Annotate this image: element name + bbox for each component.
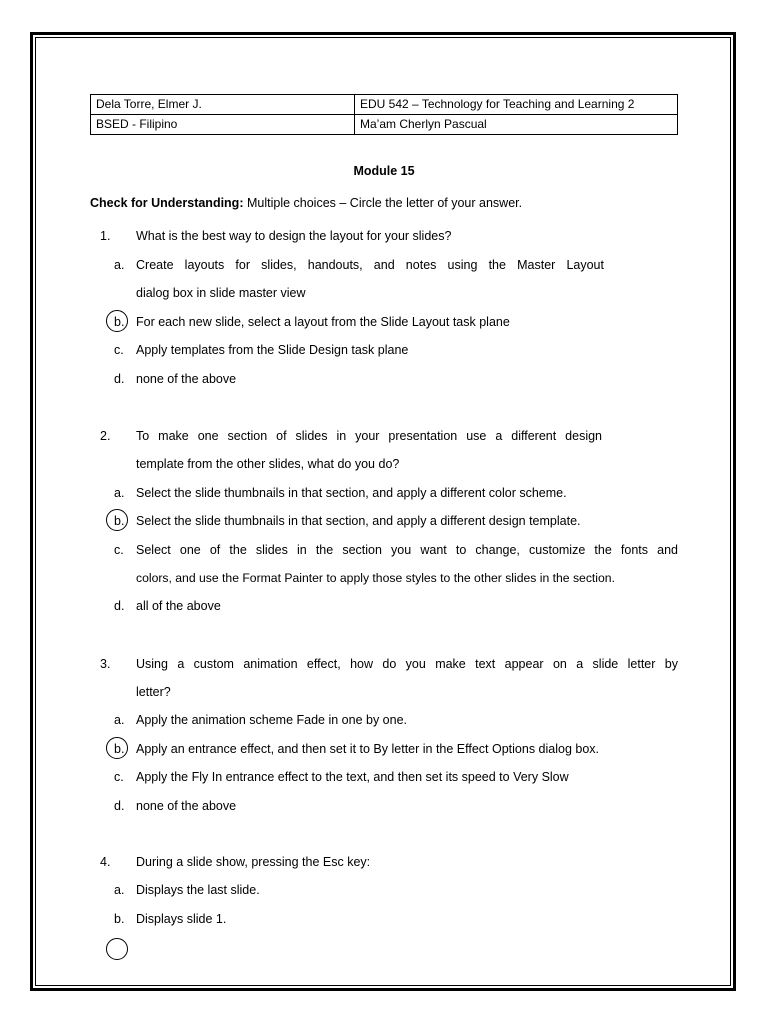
choice-text: all of the above xyxy=(136,599,221,613)
choice-text: Apply the animation scheme Fade in one by one. xyxy=(136,713,408,727)
question-number: 2. xyxy=(100,429,111,443)
choice-letter: d. xyxy=(114,599,125,613)
choice-text: none of the above xyxy=(136,799,237,813)
choice-text: For each new slide, select a layout from the Slide Layout task plane xyxy=(136,315,510,329)
choice-text: Displays the last slide. xyxy=(136,883,260,897)
choice-text: Select one of the slides in the section you want to change, customize the fonts and xyxy=(136,543,678,557)
choice-text: Create layouts for slides, handouts, and notes using the Master Layout xyxy=(136,258,604,272)
instructor-name: Ma’am Cherlyn Pascual xyxy=(355,115,678,135)
choice-text: Select the slide thumbnails in that section, and apply a different color scheme. xyxy=(136,486,567,500)
choice-letter: c. xyxy=(114,543,124,557)
choice-letter: b. xyxy=(114,742,125,756)
choice-letter: a. xyxy=(114,713,125,727)
choice-letter: b. xyxy=(114,912,125,926)
instructions-text: Multiple choices – Circle the letter of your answer. xyxy=(243,196,523,210)
question-number: 1. xyxy=(100,229,111,243)
question-text: What is the best way to design the layout for your slides? xyxy=(136,229,452,243)
question-text: template from the other slides, what do you do? xyxy=(136,457,400,471)
choice-letter: b. xyxy=(114,315,125,329)
question-number: 3. xyxy=(100,657,111,671)
choice-text: Apply the Fly In entrance effect to the text, and then set its speed to Very Slow xyxy=(136,770,569,784)
instructions xyxy=(90,196,522,210)
question-text: During a slide show, pressing the Esc key: xyxy=(136,855,371,869)
choice-text: Apply templates from the Slide Design task plane xyxy=(136,343,409,357)
header-table xyxy=(90,94,678,135)
choice-letter: a. xyxy=(114,486,125,500)
header-row-2 xyxy=(91,115,678,135)
answer-circle xyxy=(106,938,128,960)
choice-text: Apply an entrance effect, and then set it to By letter in the Effect Options dialog box. xyxy=(136,742,600,756)
choice-text: none of the above xyxy=(136,372,237,386)
choice-letter: a. xyxy=(114,883,125,897)
choice-letter: b. xyxy=(114,514,125,528)
choice-text: colors, and use the Format Painter to apply those styles to the other slides in the section. xyxy=(136,571,615,585)
question-text: Using a custom animation effect, how do you make text appear on a slide letter by xyxy=(136,657,678,671)
course-title: EDU 542 – Technology for Teaching and Learning 2 xyxy=(355,95,678,115)
instructions-label: Check for Understanding: xyxy=(90,196,244,210)
header-row-1 xyxy=(91,95,678,115)
choice-letter: a. xyxy=(114,258,125,272)
question-number: 4. xyxy=(100,855,111,869)
student-name: Dela Torre, Elmer J. xyxy=(91,95,355,115)
module-title: Module 15 xyxy=(353,164,415,178)
choice-letter: c. xyxy=(114,343,124,357)
choice-letter: d. xyxy=(114,372,125,386)
question-text: letter? xyxy=(136,685,171,699)
choice-letter: d. xyxy=(114,799,125,813)
choice-text: Select the slide thumbnails in that section, and apply a different design template. xyxy=(136,514,581,528)
student-program: BSED - Filipino xyxy=(91,115,355,135)
choice-letter: c. xyxy=(114,770,124,784)
question-text: To make one section of slides in your presentation use a different design xyxy=(136,429,602,443)
choice-text: Displays slide 1. xyxy=(136,912,227,926)
choice-text: dialog box in slide master view xyxy=(136,286,306,300)
